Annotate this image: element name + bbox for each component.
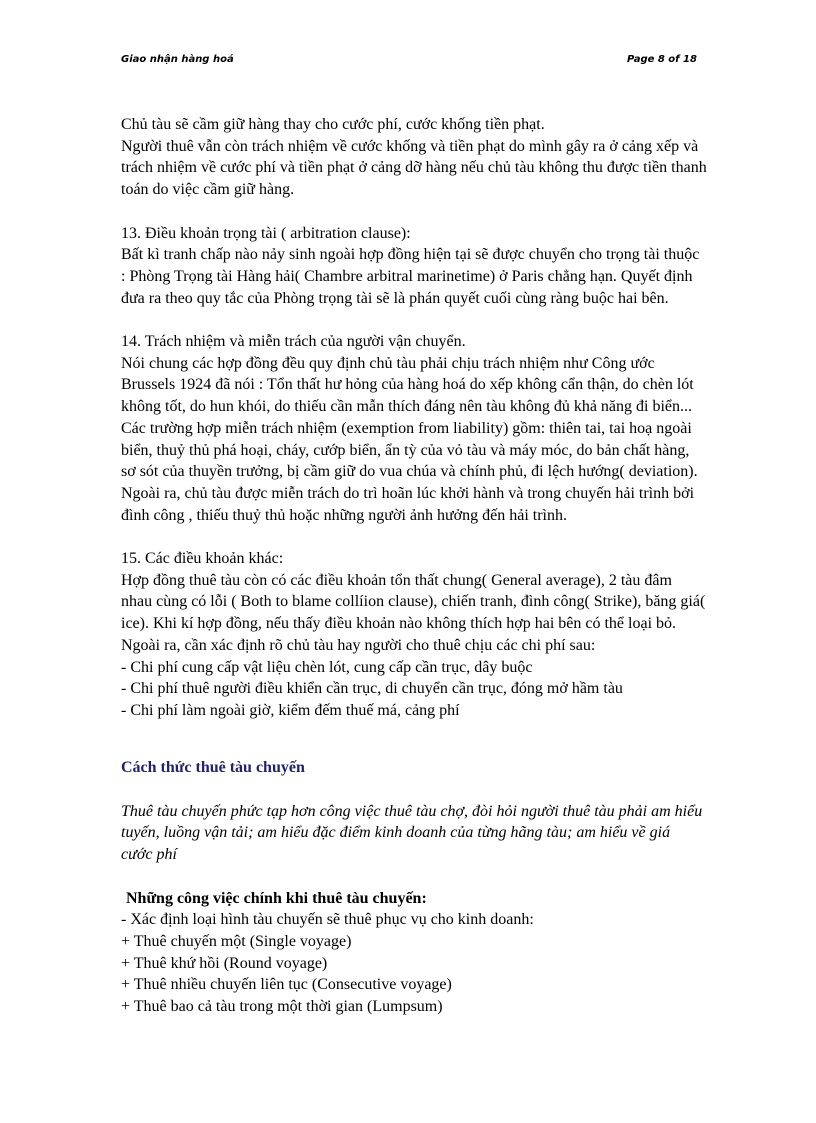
italic-paragraph-line: cước phí <box>121 846 177 864</box>
list-item: + Thuê nhiều chuyến liên tục (Consecutive voyage) <box>121 976 452 994</box>
paragraph-line: nhau cùng có lỗi ( Both to blame collíion clause), chiến tranh, đình công( Strike), băng giá( <box>121 593 706 611</box>
paragraph-line: ice). Khi kí hợp đồng, nếu thấy điều khoản nào không thích hợp hai bên có thể loại bỏ. <box>121 615 677 633</box>
list-item: - Chi phí làm ngoài giờ, kiểm đếm thuế má, cảng phí <box>121 701 460 719</box>
italic-paragraph-line: tuyến, luồng vận tải; am hiểu đặc điểm kinh doanh của từng hãng tàu; am hiểu về giá <box>121 824 671 842</box>
paragraph-line: Bất kì tranh chấp nào nảy sinh ngoài hợp đồng hiện tại sẽ được chuyển cho trọng tài thuộc <box>121 246 700 264</box>
paragraph-line: : Phòng Trọng tài Hàng hải( Chambre arbitral marinetime) ở Paris chẳng hạn. Quyết định <box>121 267 693 285</box>
paragraph-line: toán do việc cầm giữ hàng. <box>121 181 295 199</box>
running-header-title: Giao nhận hàng hoá <box>121 54 234 65</box>
section-15-title: 15. Các điều khoản khác: <box>121 550 284 568</box>
paragraph-line: không tốt, do hun khói, do thiếu cần mẫn thích đáng nên tàu không đủ khả năng đi biển... <box>121 398 693 416</box>
section-14-title: 14. Trách nhiệm và miễn trách của người vận chuyển. <box>121 333 466 350</box>
paragraph-line: biển, thuỷ thủ phá hoại, cháy, cướp biển, ẩn tỳ của vỏ tàu và máy móc, do bản chất hàng, <box>121 441 690 459</box>
list-item: + Thuê chuyến một (Single voyage) <box>121 932 352 950</box>
paragraph-line: Chủ tàu sẽ cầm giữ hàng thay cho cước phí, cước khống tiền phạt. <box>121 116 545 133</box>
paragraph-line: Brussels 1924 đã nói : Tổn thất hư hỏng của hàng hoá do xếp không cẩn thận, do chèn lót <box>121 376 694 394</box>
page-number: Page 8 of 18 <box>627 54 697 65</box>
paragraph-line: Người thuê vẫn còn trách nhiệm về cước khống và tiền phạt do mình gây ra ở cảng xếp và <box>121 137 699 155</box>
italic-paragraph-line: Thuê tàu chuyến phức tạp hơn công việc thuê tàu chợ, đòi hỏi người thuê tàu phải am hiểu <box>121 802 703 820</box>
section-13-title: 13. Điều khoản trọng tài ( arbitration clause): <box>121 224 411 242</box>
section-heading: Cách thức thuê tàu chuyến <box>121 759 305 777</box>
document-body <box>121 114 771 1018</box>
list-item: + Thuê khứ hồi (Round voyage) <box>121 954 328 972</box>
list-item: + Thuê bao cả tàu trong một thời gian (Lumpsum) <box>121 998 443 1016</box>
paragraph-line: Nói chung các hợp đồng đều quy định chủ tàu phải chịu trách nhiệm như Công ước <box>121 354 655 372</box>
paragraph-line: - Xác định loại hình tàu chuyến sẽ thuê phục vụ cho kinh doanh: <box>121 911 534 929</box>
paragraph-line: Ngoài ra, chủ tàu được miễn trách do trì hoãn lúc khởi hành và trong chuyến hải trình bởi <box>121 484 695 502</box>
subsection-heading: Những công việc chính khi thuê tàu chuyến: <box>126 889 427 907</box>
paragraph-line: đình công , thiếu thuỷ thủ hoặc những người ảnh hưởng đến hải trình. <box>121 506 567 524</box>
list-item: - Chi phí thuê người điều khiển cần trục, di chuyển cần trục, đóng mở hầm tàu <box>121 680 623 698</box>
paragraph-line: Hợp đồng thuê tàu còn có các điều khoản tổn thất chung( General average), 2 tàu đâm <box>121 571 672 589</box>
paragraph-line: Ngoài ra, cần xác định rõ chủ tàu hay người cho thuê chịu các chi phí sau: <box>121 636 596 654</box>
list-item: - Chi phí cung cấp vật liệu chèn lót, cung cấp cần trục, dây buộc <box>121 658 533 676</box>
paragraph-line: trách nhiệm về cước phí và tiền phạt ở cảng dỡ hàng nếu chủ tàu không thu được tiền thanh <box>121 159 707 177</box>
paragraph-line: đưa ra theo quy tắc của Phòng trọng tài sẽ là phán quyết cuối cùng ràng buộc hai bên. <box>121 289 669 307</box>
paragraph-line: Các trường hợp miễn trách nhiệm (exemption from liability) gồm: thiên tai, tai hoạ ngoài <box>121 419 692 437</box>
paragraph-line: sơ sót của thuyền trưởng, bị cầm giữ do vua chúa và chính phủ, đi lệch hướng( deviation). <box>121 463 698 481</box>
